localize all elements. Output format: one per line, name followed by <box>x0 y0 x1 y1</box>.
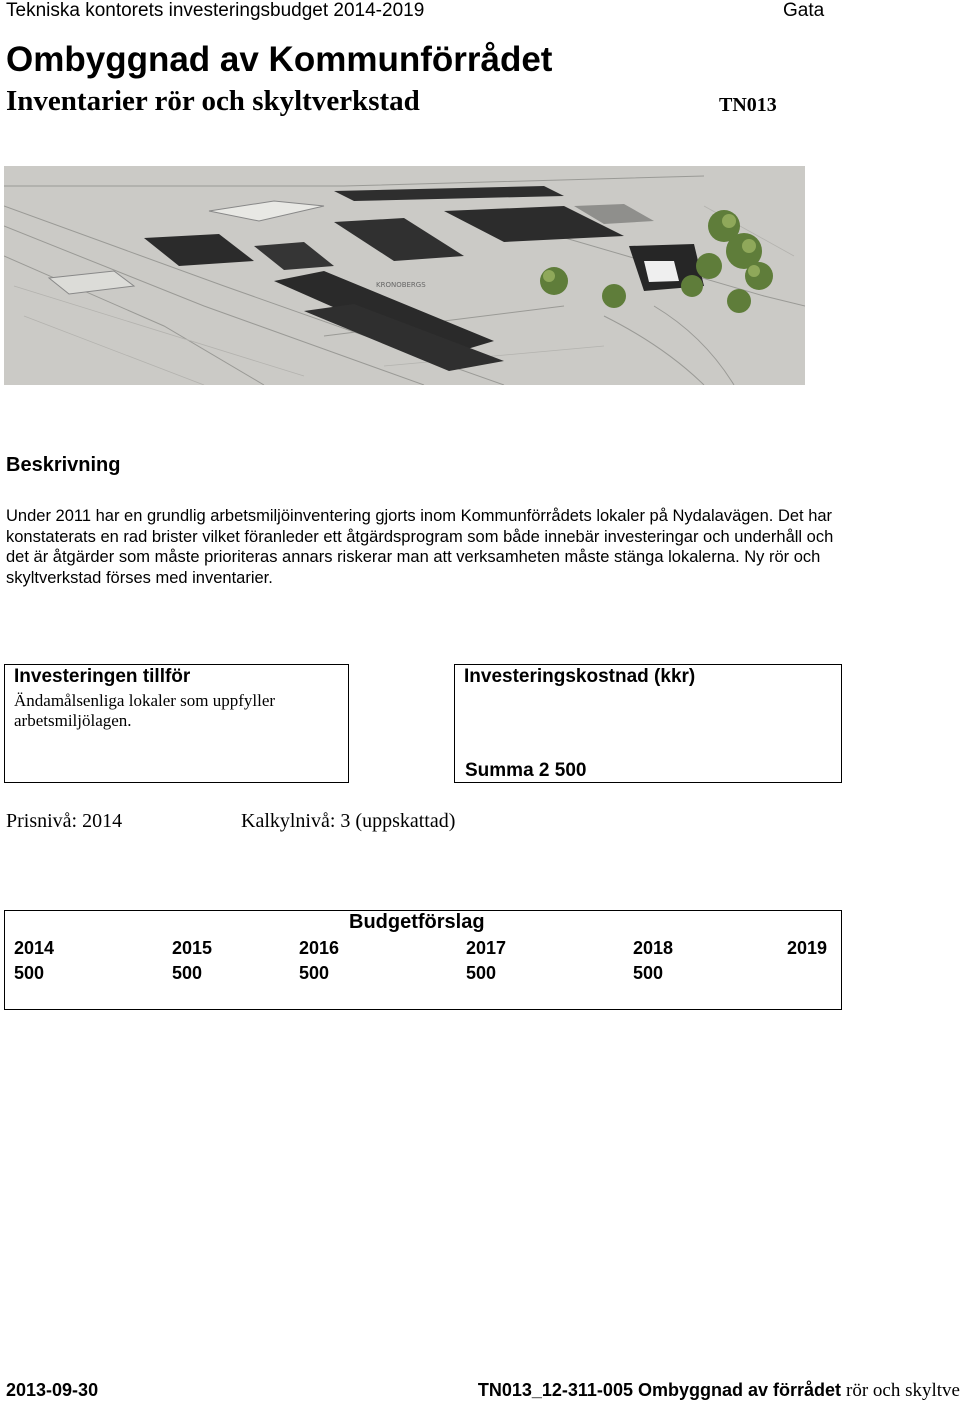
cost-sum: Summa 2 500 <box>465 760 587 781</box>
budget-table <box>4 910 842 1010</box>
budget-column <box>172 936 212 986</box>
budget-year: 2014 <box>14 938 55 958</box>
budget-year: 2017 <box>466 938 507 958</box>
project-subtitle: Inventarier rör och skyltverkstad <box>6 85 420 117</box>
budget-value: 500 <box>14 963 45 983</box>
budget-value: 500 <box>466 963 497 983</box>
budget-year: 2018 <box>633 938 674 958</box>
cost-title: Investeringskostnad (kkr) <box>464 666 696 687</box>
budget-column <box>787 936 827 961</box>
budget-value: 500 <box>633 963 664 983</box>
budget-value: 500 <box>172 963 203 983</box>
site-plan-illustration <box>4 166 805 385</box>
budget-year: 2019 <box>787 938 828 958</box>
description-text: Under 2011 har en grundlig arbetsmiljöinventering gjorts inom Kommunförrådets lokaler på Nydalavägen. Det har konstaterats en rad brister vilket föranleder ett åtgärdsprogram som både innebär investeringar och underhåll och det är åtgärder som måste prioriteras annars riskerar man att verksamheten måste stänga lokalerna. Ny rör och skyltverkstad förses med inventarier. <box>6 507 834 587</box>
site-plan-image <box>4 166 805 385</box>
footer-reference-tail: rör och skyltve <box>846 1380 960 1401</box>
budget-title: Budgetförslag <box>349 911 485 933</box>
contribution-box <box>4 664 349 783</box>
footer-reference-main: TN013_12-311-005 Ombyggnad av förrådet <box>477 1380 841 1400</box>
project-code: TN013 <box>719 94 777 116</box>
budget-column <box>14 936 54 986</box>
calculation-level: Kalkylnivå: 3 (uppskattad) <box>241 810 456 832</box>
footer-reference <box>478 1380 960 1402</box>
price-level: Prisnivå: 2014 <box>6 810 123 832</box>
budget-column <box>466 936 506 986</box>
budget-column <box>299 936 339 986</box>
contribution-text: Ändamålsenliga lokaler som uppfyller arbetsmiljölagen. <box>14 691 276 730</box>
map-label: KRONOBERGS <box>376 281 426 289</box>
document-header-title: Tekniska kontorets investeringsbudget 2014-2019 <box>6 0 425 21</box>
budget-year: 2015 <box>172 938 213 958</box>
cost-box <box>454 664 842 783</box>
description-heading: Beskrivning <box>6 454 121 476</box>
contribution-title: Investeringen tillför <box>14 666 191 687</box>
budget-column <box>633 936 673 986</box>
footer-date: 2013-09-30 <box>6 1380 99 1400</box>
project-title: Ombyggnad av Kommunförrådet <box>6 40 553 79</box>
budget-year: 2016 <box>299 938 340 958</box>
budget-value: 500 <box>299 963 330 983</box>
category-label: Gata <box>783 0 825 21</box>
